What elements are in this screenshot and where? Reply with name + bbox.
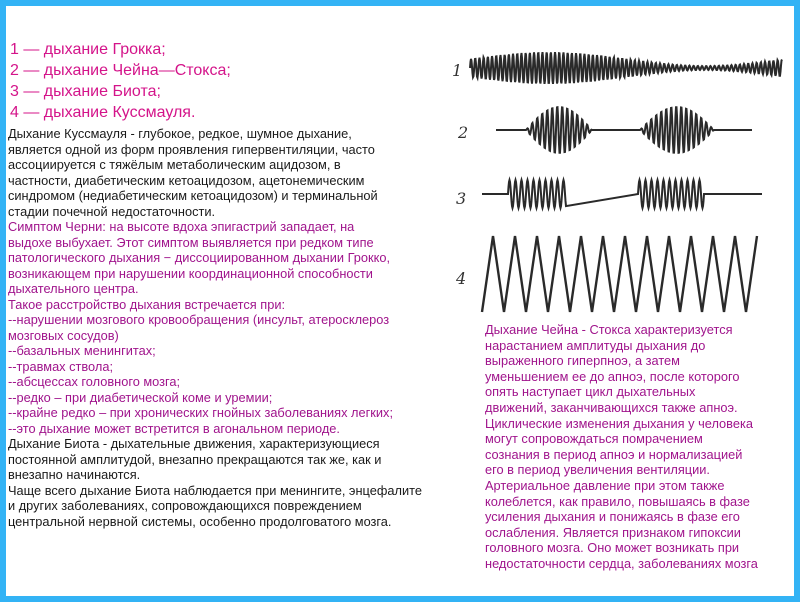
left-text-line: --травмах ствола; xyxy=(8,358,114,374)
right-text-line: ослабления. Является признаком гипоксии xyxy=(485,524,741,540)
wave-kussmaul xyxy=(482,236,757,312)
right-text-line: выраженного гиперпноэ, а затем xyxy=(485,353,680,369)
cheyne-stokes-description xyxy=(485,322,758,572)
left-text-line: синдромом (недиабетическим кетоацидозом) и терминальной xyxy=(8,188,378,203)
left-text-line: Такое расстройство дыхания встречается при: xyxy=(8,296,286,312)
left-text-line: Дыхание Биота - дыхательные движения, характеризующиеся xyxy=(8,436,380,451)
right-text-line: могут сопровождаться помрачением xyxy=(485,431,703,447)
left-text-line: возникающем при нарушении координационной способности xyxy=(8,265,373,281)
left-text-line: постоянной амплитудой, внезапно прекращаются так же, как и xyxy=(8,451,382,467)
wave-biot xyxy=(482,180,762,208)
left-text-line: центральной нервной системы, особенно продолговатого мозга. xyxy=(8,513,392,529)
left-text-line: --базальных менингитах; xyxy=(8,343,156,358)
right-text-line: уменьшением ее до апноэ, после которого xyxy=(485,368,740,384)
left-text-line: --нарушении мозгового кровообращения (инсульт, атеросклероз xyxy=(8,312,390,327)
right-text-line: движений, заканчивающихся также апноэ. xyxy=(485,399,738,415)
right-text-line: сознания в период апноэ и нормализацией xyxy=(485,446,743,462)
right-text-line: колеблется, как правило, повышаясь в фазе xyxy=(485,493,750,509)
type-2: 2 — дыхание Чейна—Стокса; xyxy=(10,62,231,79)
left-text-line: --крайне редко – при хронических гнойных заболеваниях легких; xyxy=(8,405,394,420)
wave-label-1: 1 xyxy=(452,61,463,80)
breathing-waveforms xyxy=(442,36,790,326)
left-text-line: --редко – при диабетической коме и уремии; xyxy=(8,389,273,405)
left-text-line: ассоциируется с тяжёлым метаболическим ацидозом, в xyxy=(8,157,341,172)
right-text-line: усиления дыхания и понижаясь в фазе его xyxy=(485,509,740,525)
wave-label-3: 3 xyxy=(456,189,467,208)
wave-label-4: 4 xyxy=(456,269,467,288)
left-text-line: Симптом Черни: на высоте вдоха эпигастрий западает, на xyxy=(8,219,355,234)
type-4: 4 — дыхание Куссмауля. xyxy=(10,104,196,121)
left-description xyxy=(8,126,422,529)
left-text-line: и других заболеваниях, сопровождающихся повреждением xyxy=(8,498,362,513)
left-text-line: внезапно начинаются. xyxy=(8,467,141,482)
wave-label-2: 2 xyxy=(458,123,469,142)
right-text-line: Дыхание Чейна - Стокса характеризуется xyxy=(485,322,733,337)
left-text-line: стадии почечной недостаточности. xyxy=(8,203,216,219)
right-text-line: опять наступает цикл дыхательных xyxy=(485,384,696,400)
right-text-line: Циклические изменения дыхания у человека xyxy=(485,415,753,431)
type-1: 1 — дыхание Грокка; xyxy=(10,41,166,58)
left-text-line: --это дыхание может встретится в агональном периоде. xyxy=(8,420,340,436)
left-text-line: является одной из форм проявления гипервентиляции, часто xyxy=(8,141,375,157)
right-text-line: Артериальное давление при этом также xyxy=(485,477,725,493)
left-text-line: патологического дыхания − диссоциированном дыхании Грокко, xyxy=(8,250,391,265)
breathing-types-list xyxy=(10,39,231,123)
wave-grokko xyxy=(470,52,782,84)
right-text-line: нарастанием амплитуды дыхания до xyxy=(485,337,706,353)
right-text-line: головного мозга. Оно может возникать при xyxy=(485,540,740,556)
left-text-line: выдохе выбухает. Этот симптом выявляется при редком типе xyxy=(8,234,374,250)
type-3: 3 — дыхание Биота; xyxy=(10,83,161,100)
slide-panel xyxy=(6,6,794,596)
left-text-line: --абсцессах головного мозга; xyxy=(8,374,181,389)
left-text-line: Дыхание Куссмауля - глубокое, редкое, шумное дыхание, xyxy=(8,126,352,141)
left-text-line: дыхательного центра. xyxy=(8,281,139,296)
left-text-line: частности, диабетическим кетоацидозом, ацетонемическим xyxy=(8,172,365,188)
right-text-line: его в период увеличения вентиляции. xyxy=(485,462,710,478)
left-text-line: Чаще всего дыхание Биота наблюдается при менингите, энцефалите xyxy=(8,482,422,498)
left-text-line: мозговых сосудов) xyxy=(8,327,119,343)
right-text-line: недостаточности сердца, заболеваниях мозга xyxy=(485,555,758,571)
wave-cheyne-stokes xyxy=(496,107,752,153)
